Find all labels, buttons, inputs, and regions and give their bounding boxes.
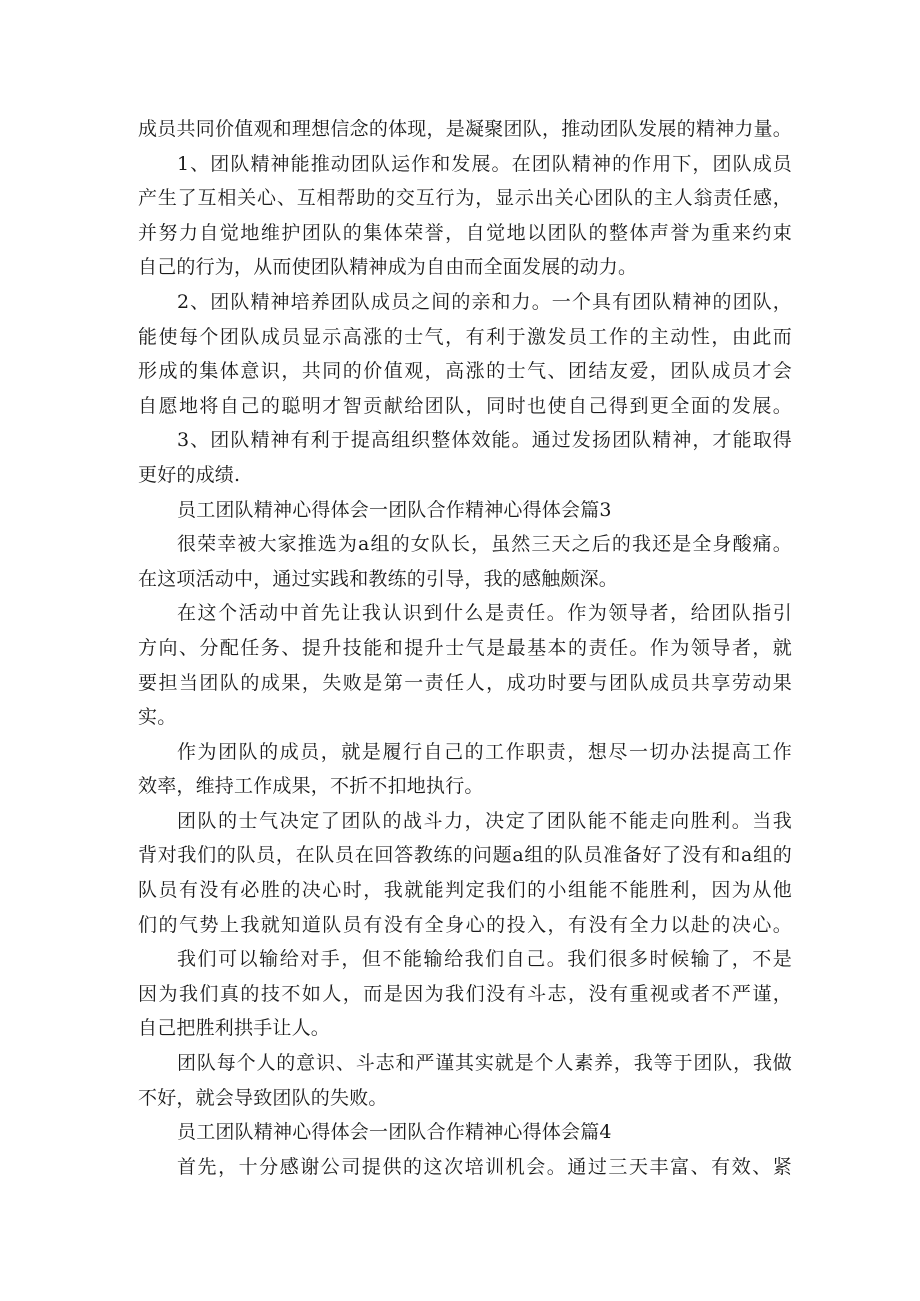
- paragraph-line: 1、团队精神能推动团队运作和发展。在团队精神的作用下，团队成员: [177, 152, 792, 175]
- paragraph-line: 自愿地将自己的聪明才智贡献给团队，同时也使自己得到更全面的发展。: [138, 394, 792, 417]
- paragraph-line: 3、团队精神有利于提高组织整体效能。通过发扬团队精神，才能取得: [177, 429, 792, 452]
- paragraph-line: 在这个活动中首先让我认识到什么是责任。作为领导者，给团队指引: [177, 602, 792, 625]
- paragraph-line: 2、团队精神培养团队成员之间的亲和力。一个具有团队精神的团队，: [177, 290, 792, 313]
- paragraph-line: 队员有没有必胜的决心时，我就能判定我们的小组能不能胜利，因为从他: [138, 879, 792, 902]
- paragraph-line: 并努力自觉地维护团队的集体荣誉，自觉地以团队的整体声誉为重来约束: [138, 221, 792, 244]
- paragraph-line: 形成的集体意识，共同的价值观，高涨的士气、团结友爱，团队成员才会: [138, 360, 792, 383]
- paragraph-line: 自己把胜利拱手让人。: [138, 1017, 331, 1040]
- section-heading: 员工团队精神心得体会一团队合作精神心得体会篇3: [177, 498, 612, 521]
- paragraph-line: 在这项活动中，通过实践和教练的引导，我的感触颇深。: [138, 567, 619, 590]
- paragraph-line: 不好，就会导致团队的失败。: [138, 1086, 388, 1109]
- paragraph-line: 方向、分配任务、提升技能和提升士气是最基本的责任。作为领导者，就: [138, 636, 792, 659]
- paragraph-line: 我们可以输给对手，但不能输给我们自己。我们很多时候输了，不是: [177, 948, 792, 971]
- document-page: [138, 112, 792, 1184]
- paragraph-line: 首先，十分感谢公司提供的这次培训机会。通过三天丰富、有效、紧: [177, 1155, 792, 1178]
- paragraph-line: 作为团队的成员，就是履行自己的工作职责，想尽一切办法提高工作: [177, 740, 792, 763]
- paragraph-line: 成员共同价值观和理想信念的体现，是凝聚团队，推动团队发展的精神力量。: [138, 118, 792, 140]
- paragraph-line: 自己的行为，从而使团队精神成为自由而全面发展的动力。: [138, 256, 638, 279]
- paragraph-line: 实。: [138, 706, 177, 729]
- paragraph-line: 效率，维持工作成果，不折不扣地执行。: [138, 775, 484, 798]
- paragraph-line: 很荣幸被大家推选为a组的女队长，虽然三天之后的我还是全身酸痛。: [177, 533, 792, 556]
- paragraph-line: 背对我们的队员，在队员在回答教练的问题a组的队员准备好了没有和a组的: [138, 844, 792, 867]
- section-heading: 员工团队精神心得体会一团队合作精神心得体会篇4: [177, 1121, 612, 1144]
- paragraph-line: 团队的士气决定了团队的战斗力，决定了团队能不能走向胜利。当我: [177, 809, 792, 832]
- paragraph-line: 要担当团队的成果，失败是第一责任人，成功时要与团队成员共享劳动果: [138, 671, 792, 694]
- paragraph-line: 能使每个团队成员显示高涨的士气，有利于激发员工作的主动性，由此而: [138, 325, 792, 348]
- paragraph-line: 产生了互相关心、互相帮助的交互行为，显示出关心团队的主人翁责任感，: [138, 187, 792, 210]
- paragraph-line: 因为我们真的技不如人，而是因为我们没有斗志，没有重视或者不严谨，: [138, 982, 792, 1005]
- paragraph-line: 们的气势上我就知道队员有没有全身心的投入，有没有全力以赴的决心。: [138, 913, 792, 936]
- paragraph-line: 更好的成绩.: [138, 463, 241, 486]
- paragraph-line: 团队每个人的意识、斗志和严谨其实就是个人素养，我等于团队，我做: [177, 1052, 792, 1075]
